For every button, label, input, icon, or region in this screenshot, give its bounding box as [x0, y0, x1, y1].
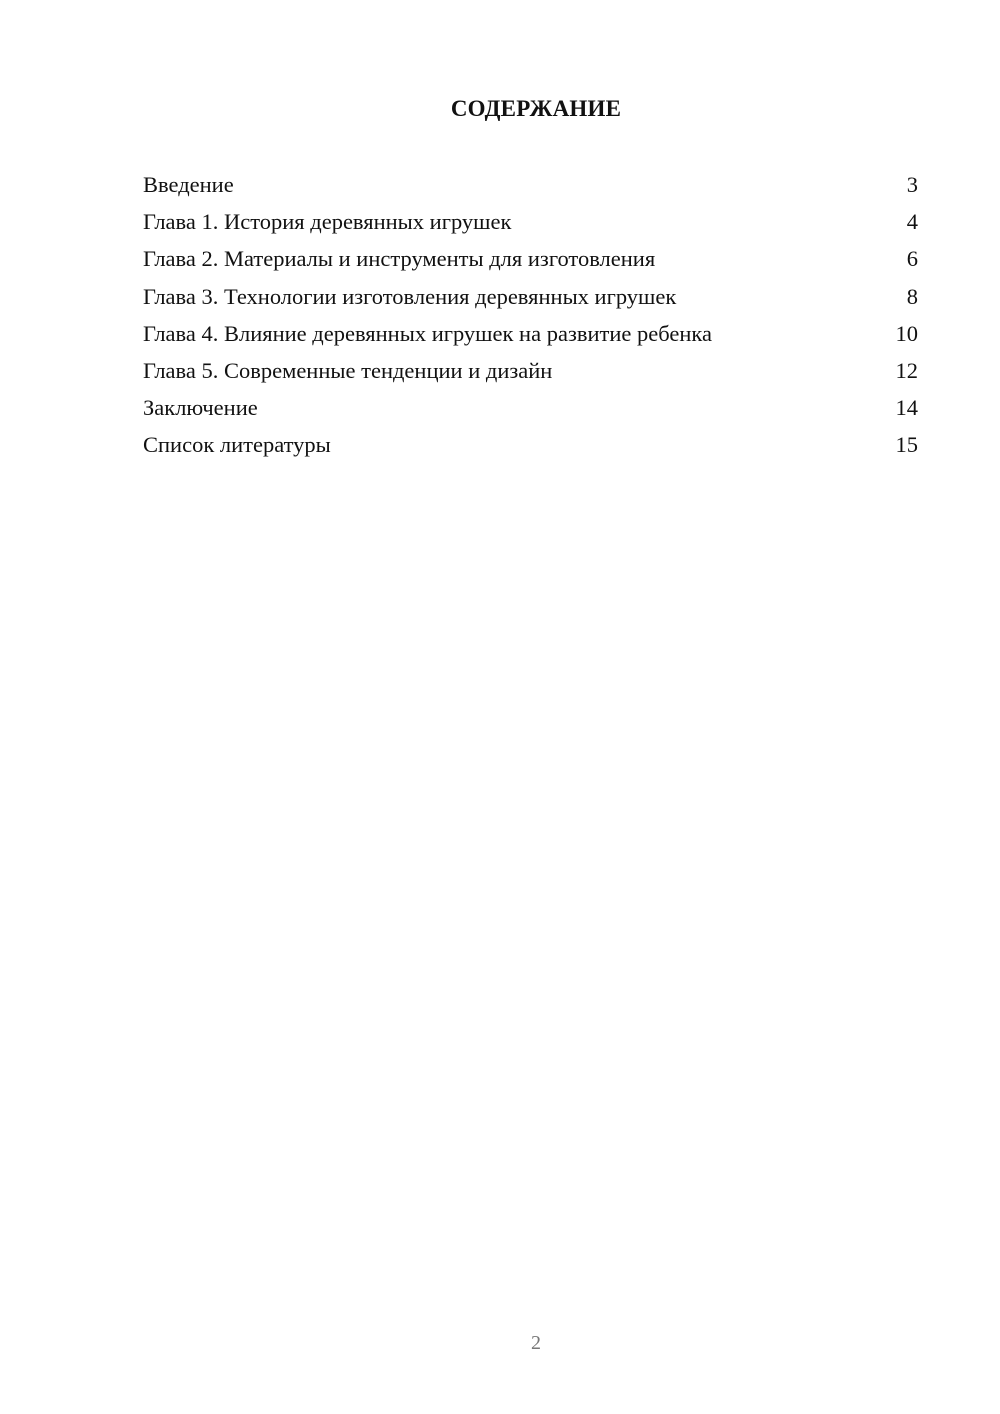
toc-entry-references [143, 426, 918, 463]
toc-entry-page: 3 [906, 172, 918, 197]
toc-entry-chapter-3 [143, 278, 918, 315]
toc-entry-chapter-5 [143, 352, 918, 389]
toc-entry-page: 10 [895, 320, 918, 346]
toc-entry-label: Глава 4. Влияние деревянных игрушек на развитие ребенка [143, 320, 712, 346]
toc-entry-page: 6 [906, 246, 918, 272]
toc-entry-label: Глава 1. История деревянных игрушек [143, 209, 512, 235]
page-number: 2 [531, 1332, 541, 1354]
page-title: СОДЕРЖАНИЕ [450, 96, 622, 121]
toc-entry-page: 15 [895, 432, 918, 458]
toc-entry-page: 8 [906, 283, 918, 309]
toc-entry-chapter-4 [143, 315, 918, 352]
toc-entry-label: Глава 5. Современные тенденции и дизайн [143, 357, 553, 383]
toc-entry-label: Введение [143, 172, 234, 197]
toc-entry-chapter-2 [143, 240, 918, 277]
toc-entry-label: Заключение [143, 395, 258, 421]
toc-entry-page: 14 [895, 395, 918, 421]
toc-entry-page: 12 [895, 357, 918, 383]
toc-entry-conclusion [143, 389, 918, 426]
toc-entry-label: Глава 3. Технологии изготовления деревянных игрушек [143, 283, 677, 309]
toc-entry-label: Глава 2. Материалы и инструменты для изготовления [143, 246, 656, 272]
toc-entry-page: 4 [906, 209, 918, 235]
toc-entry-label: Список литературы [143, 432, 331, 458]
table-of-contents [143, 166, 918, 464]
toc-entry-introduction [143, 166, 918, 203]
toc-entry-chapter-1 [143, 203, 918, 240]
